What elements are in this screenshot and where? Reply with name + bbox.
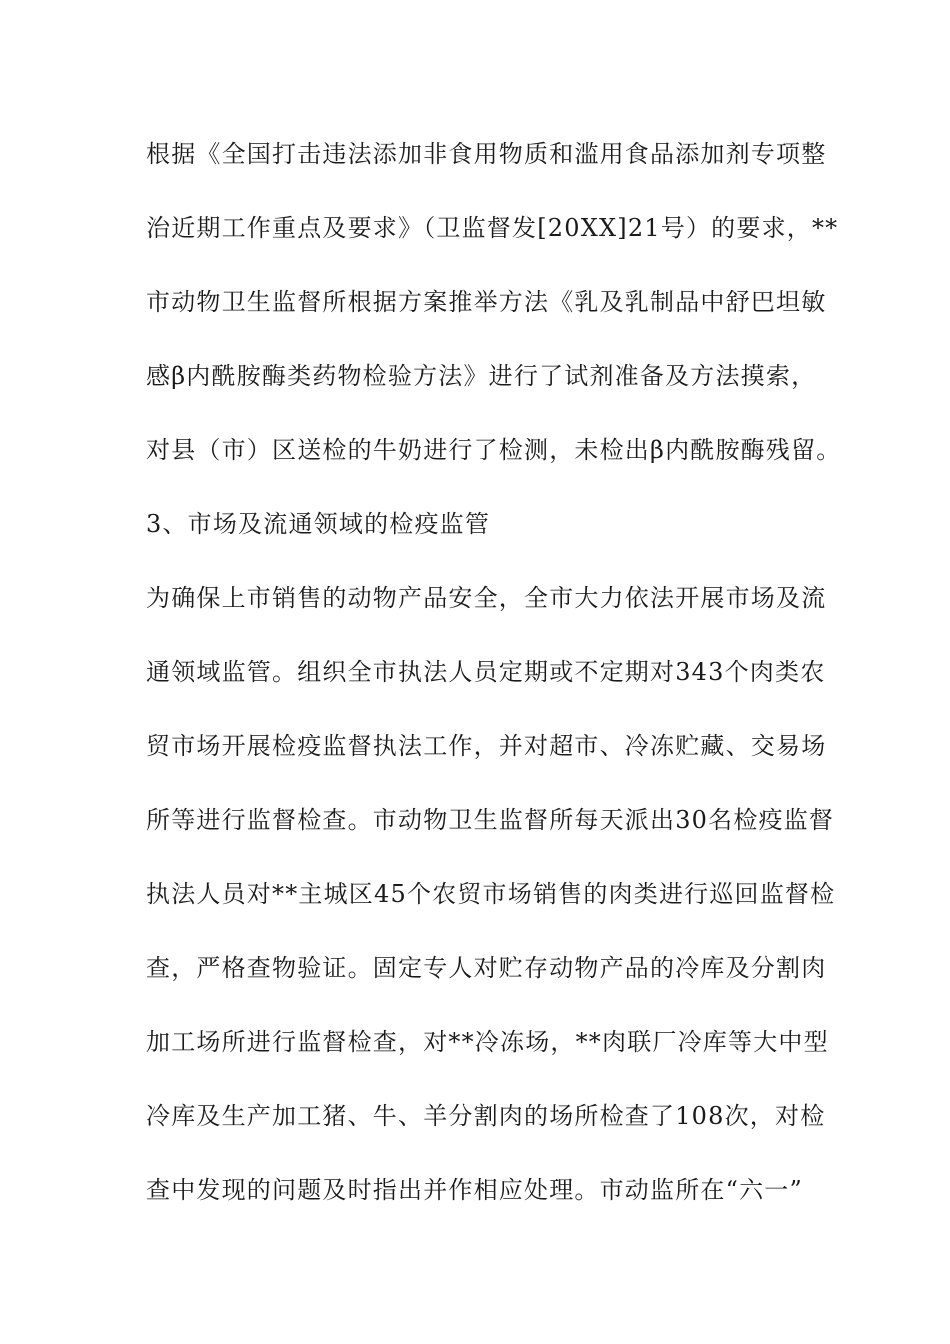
paragraph-line: 为确保上市销售的动物产品安全，全市大力依法开展市场及流: [146, 584, 827, 612]
paragraph-line: 贸市场开展检疫监督执法工作，并对超市、冷冻贮藏、交易场: [146, 732, 827, 760]
paragraph-line: 治近期工作重点及要求》（卫监督发[20XX]21号）的要求，**: [146, 214, 839, 242]
paragraph-line: 加工场所进行监督检查，对**冷冻场，**肉联厂冷库等大中型: [146, 1028, 829, 1056]
paragraph-line: 感β内酰胺酶类药物检验方法》进行了试剂准备及方法摸索，: [146, 362, 817, 390]
paragraph-line: 查中发现的问题及时指出并作相应处理。市动监所在“六一”: [146, 1176, 803, 1204]
paragraph-line: 所等进行监督检查。市动物卫生监督所每天派出30名检疫监督: [146, 806, 835, 834]
paragraph-line: 查，严格查物验证。固定专人对贮存动物产品的冷库及分割肉: [146, 954, 827, 982]
paragraph-line: 执法人员对**主城区45个农贸市场销售的肉类进行巡回监督检: [146, 880, 836, 908]
paragraph-line: 对县（市）区送检的牛奶进行了检测，未检出β内酰胺酶残留。: [146, 436, 842, 464]
paragraph-line: 通领域监管。组织全市执法人员定期或不定期对343个肉类农: [146, 658, 826, 686]
section-heading: 3、市场及流通领域的检疫监管: [146, 510, 491, 538]
paragraph-line: 市动物卫生监督所根据方案推举方法《乳及乳制品中舒巴坦敏: [146, 288, 827, 316]
paragraph-line: 根据《全国打击违法添加非食用物质和滥用食品添加剂专项整: [146, 140, 827, 168]
paragraph-line: 冷库及生产加工猪、牛、羊分割肉的场所检查了108次，对检: [146, 1102, 826, 1130]
